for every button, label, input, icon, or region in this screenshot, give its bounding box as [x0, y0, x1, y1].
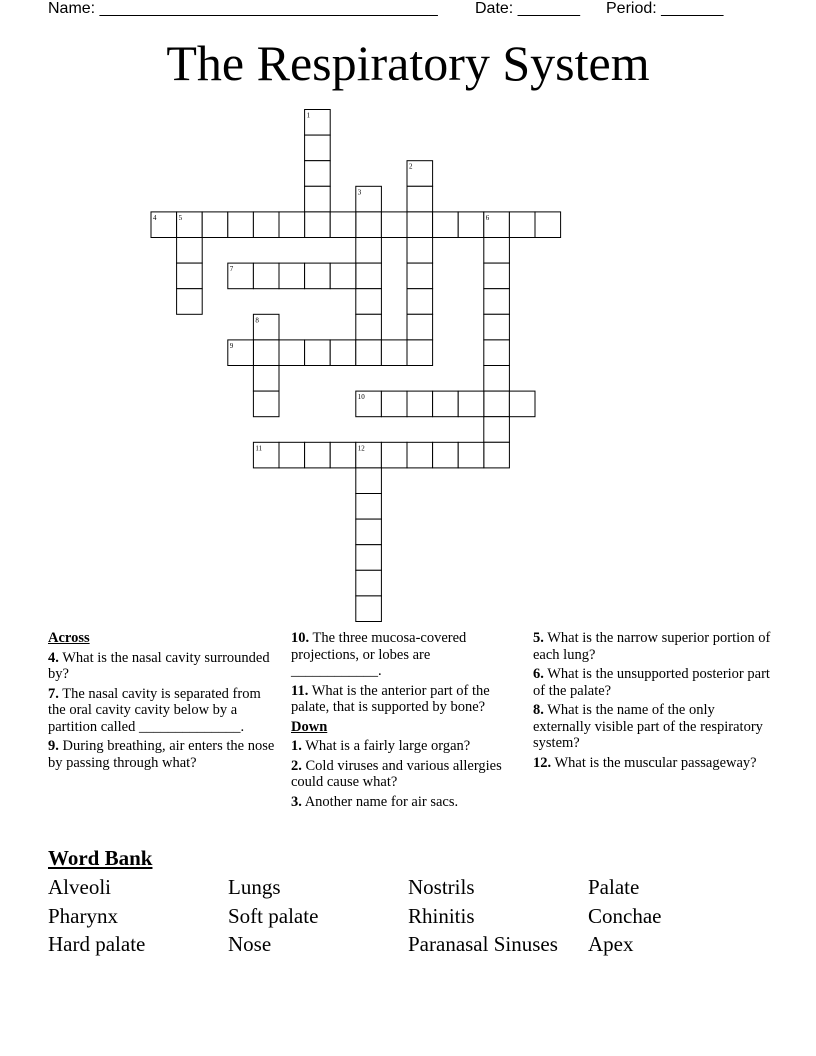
word-bank-word: Nostrils [408, 875, 475, 899]
crossword-cell[interactable] [407, 442, 433, 468]
word-bank-word: Rhinitis [408, 904, 475, 928]
crossword-cell[interactable] [177, 238, 203, 264]
crossword-cell[interactable] [356, 545, 382, 571]
clue-number: 5 [178, 213, 183, 222]
crossword-cell[interactable] [253, 366, 279, 392]
crossword-cell[interactable] [305, 212, 331, 238]
crossword-cell[interactable] [381, 340, 407, 366]
crossword-cell[interactable] [484, 366, 510, 392]
clue-across-7: 7. The nasal cavity is separated from the oral cavity cavity below by a partition called ______________. [48, 685, 261, 735]
word-bank-word: Apex [588, 932, 634, 956]
crossword-cell[interactable] [253, 340, 279, 366]
word-bank-word: Pharynx [48, 904, 118, 928]
crossword-cell[interactable] [330, 212, 356, 238]
date-field-label: Date: _______ [475, 0, 580, 17]
crossword-cell[interactable] [484, 391, 510, 417]
clue-down-12: 12. What is the muscular passageway? [533, 754, 757, 771]
crossword-cell[interactable] [228, 212, 254, 238]
crossword-cell[interactable] [381, 442, 407, 468]
clue-number: 6 [485, 213, 490, 222]
crossword-cell[interactable] [356, 289, 382, 315]
clue-number: 12 [357, 444, 365, 453]
crossword-cell[interactable] [356, 468, 382, 494]
word-bank-word: Lungs [228, 875, 281, 899]
crossword-cell[interactable] [458, 212, 484, 238]
crossword-cell[interactable] [305, 263, 331, 289]
clue-number: 7 [229, 265, 234, 274]
crossword-cell[interactable] [356, 519, 382, 545]
clue-number: 10 [357, 393, 365, 402]
crossword-cell[interactable] [484, 289, 510, 315]
word-bank-word: Hard palate [48, 932, 146, 956]
crossword-cell[interactable] [305, 442, 331, 468]
crossword-cell[interactable] [330, 340, 356, 366]
crossword-cell[interactable] [407, 340, 433, 366]
word-bank-word: Nose [228, 932, 272, 956]
crossword-cell[interactable] [202, 212, 228, 238]
crossword-cell[interactable] [330, 442, 356, 468]
crossword-cell[interactable] [279, 212, 305, 238]
crossword-cell[interactable] [305, 186, 331, 212]
crossword-cell[interactable] [381, 212, 407, 238]
crossword-cell[interactable] [407, 186, 433, 212]
crossword-cell[interactable] [484, 442, 510, 468]
across-heading: Across [48, 630, 90, 646]
crossword-cell[interactable] [433, 391, 459, 417]
word-bank-word: Alveoli [48, 875, 111, 899]
crossword-cell[interactable] [177, 289, 203, 315]
clue-number: 4 [153, 213, 157, 222]
crossword-cell[interactable] [407, 391, 433, 417]
crossword-cell[interactable] [484, 314, 510, 340]
crossword-cell[interactable] [279, 442, 305, 468]
period-field-label: Period: _______ [606, 0, 724, 17]
clue-number: 1 [306, 111, 311, 120]
crossword-cell[interactable] [433, 212, 459, 238]
crossword-cell[interactable] [407, 314, 433, 340]
crossword-cell[interactable] [509, 391, 535, 417]
clue-down-1: 1. What is a fairly large organ? [291, 738, 471, 754]
crossword-cell[interactable] [253, 212, 279, 238]
clue-down-2: 2. Cold viruses and various allergies could cause what? [291, 757, 502, 790]
crossword-cell[interactable] [484, 340, 510, 366]
clues-column-3 [533, 630, 773, 774]
crossword-cell[interactable] [458, 442, 484, 468]
crossword-cell[interactable] [433, 442, 459, 468]
clues-column-2 [291, 630, 511, 813]
crossword-cell[interactable] [356, 238, 382, 264]
clue-across-10: 10. The three mucosa-covered projections, or lobes are ____________. [291, 630, 467, 679]
crossword-cell[interactable] [305, 340, 331, 366]
crossword-cell[interactable] [356, 494, 382, 520]
crossword-cell[interactable] [535, 212, 561, 238]
crossword-cell[interactable] [484, 238, 510, 264]
clue-across-11: 11. What is the anterior part of the palate, that is supported by bone? [291, 682, 490, 715]
crossword-cell[interactable] [484, 263, 510, 289]
crossword-cell[interactable] [407, 212, 433, 238]
clue-number: 8 [255, 316, 259, 325]
word-bank-word: Soft palate [228, 904, 319, 928]
crossword-cell[interactable] [407, 289, 433, 315]
crossword-cell[interactable] [407, 238, 433, 264]
crossword-cell[interactable] [177, 263, 203, 289]
clue-number: 11 [255, 444, 263, 453]
crossword-cell[interactable] [305, 161, 331, 187]
down-heading: Down [291, 718, 328, 735]
name-field-label: Name: ______________________________________ [48, 0, 438, 17]
clue-across-4: 4. What is the nasal cavity surrounded by? [48, 649, 270, 682]
crossword-cell[interactable] [356, 263, 382, 289]
crossword-cell[interactable] [330, 263, 356, 289]
crossword-cell[interactable] [484, 417, 510, 443]
crossword-cell[interactable] [356, 570, 382, 596]
clues-column-1 [48, 630, 280, 774]
word-bank-word: Palate [588, 875, 640, 899]
word-bank-title: Word Bank [48, 846, 153, 870]
crossword-cell[interactable] [356, 314, 382, 340]
crossword-cell[interactable] [253, 391, 279, 417]
clue-down-3: 3. Another name for air sacs. [291, 793, 459, 810]
crossword-cell[interactable] [305, 135, 331, 161]
crossword-cell[interactable] [356, 596, 382, 622]
clue-number: 3 [357, 188, 362, 197]
crossword-cell[interactable] [253, 263, 279, 289]
crossword-cell[interactable] [458, 391, 484, 417]
clue-down-5: 5. What is the narrow superior portion of each lung? [533, 630, 771, 663]
clue-across-9: 9. During breathing, air enters the nose by passing through what? [48, 738, 275, 771]
clue-number: 2 [409, 162, 413, 171]
crossword-cell[interactable] [356, 212, 382, 238]
page-title: The Respiratory System [166, 35, 650, 91]
clue-down-8: 8. What is the name of the only externally visible part of the respiratory system? [533, 702, 763, 751]
crossword-cell[interactable] [381, 391, 407, 417]
clue-down-6: 6. What is the unsupported posterior part of the palate? [533, 666, 770, 699]
word-bank-word: Conchae [588, 904, 662, 928]
crossword-cell[interactable] [356, 340, 382, 366]
clue-number: 9 [229, 341, 234, 350]
crossword-cell[interactable] [279, 340, 305, 366]
crossword-cell[interactable] [407, 263, 433, 289]
crossword-cell[interactable] [279, 263, 305, 289]
crossword-cell[interactable] [509, 212, 535, 238]
word-bank-word: Paranasal Sinuses [408, 932, 558, 956]
